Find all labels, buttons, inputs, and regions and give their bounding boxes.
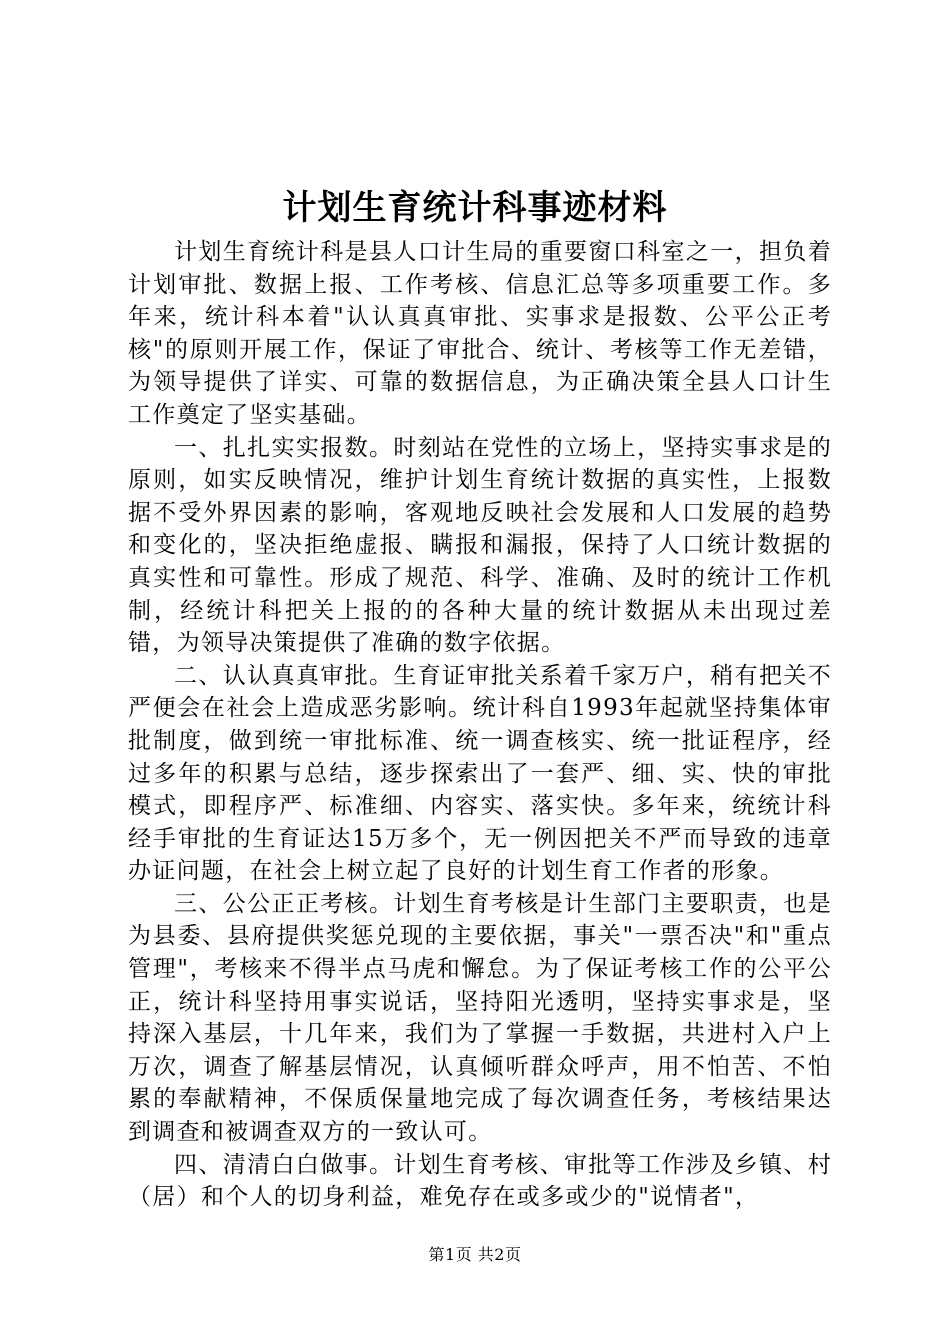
paragraph-section-4: 四、清清白白做事。计划生育考核、审批等工作涉及乡镇、村（居）和个人的切身利益，难免存在或多或少的"说情者"， (128, 1151, 832, 1211)
page-footer: 第1页 共2页 (428, 1245, 522, 1264)
paragraph-section-3: 三、公公正正考核。计划生育考核是计生部门主要职责，也是为县委、县府提供奖惩兑现的主要依据，事关"一票否决"和"重点管理"，考核来不得半点马虎和懈怠。为了保证考核工作的公平公正，统计科坚持用事实说话，坚持阳光透明，坚持实事求是，坚持深入基层，十几年来，我们为了掌握一手数据，共进村入户上万次，调查了解基层情况，认真倾听群众呼声，用不怕苦、不怕累的奉献精神，不保质保量地完成了每次调查任务，考核结果达到调查和被调查双方的一致认可。 (128, 890, 832, 1146)
paragraph-section-1: 一、扎扎实实报数。时刻站在党性的立场上，坚持实事求是的原则，如实反映情况，维护计划生育统计数据的真实性，上报数据不受外界因素的影响，客观地反映社会发展和人口发展的趋势和变化的，坚决拒绝虚报、瞒报和漏报，保持了人口统计数据的真实性和可靠性。形成了规范、科学、准确、及时的统计工作机制，经统计科把关上报的的各种大量的统计数据从未出现过差错，为领导决策提供了准确的数字依据。 (128, 434, 832, 657)
paragraph-section-2: 二、认认真真审批。生育证审批关系着千家万户，稍有把关不严便会在社会上造成恶劣影响。统计科自1993年起就坚持集体审批制度，做到统一审批标准、统一调查核实、统一批证程序，经过多年的积累与总结，逐步探索出了一套严、细、实、快的审批模式，即程序严、标准细、内容实、落实快。多年来，统统计科经手审批的生育证达15万多个，无一例因把关不严而导致的违章办证问题，在社会上树立起了良好的计划生育工作者的形象。 (128, 662, 832, 885)
document-title: 计划生育统计科事迹材料 (282, 188, 668, 228)
document-body (128, 236, 832, 1214)
paragraph-intro: 计划生育统计科是县人口计生局的重要窗口科室之一，担负着计划审批、数据上报、工作考核、信息汇总等多项重要工作。多年来，统计科本着"认认真真审批、实事求是报数、公平公正考核"的原则开展工作，保证了审批合、统计、考核等工作无差错，为领导提供了详实、可靠的数据信息，为正确决策全县人口计生工作奠定了坚实基础。 (128, 239, 832, 428)
